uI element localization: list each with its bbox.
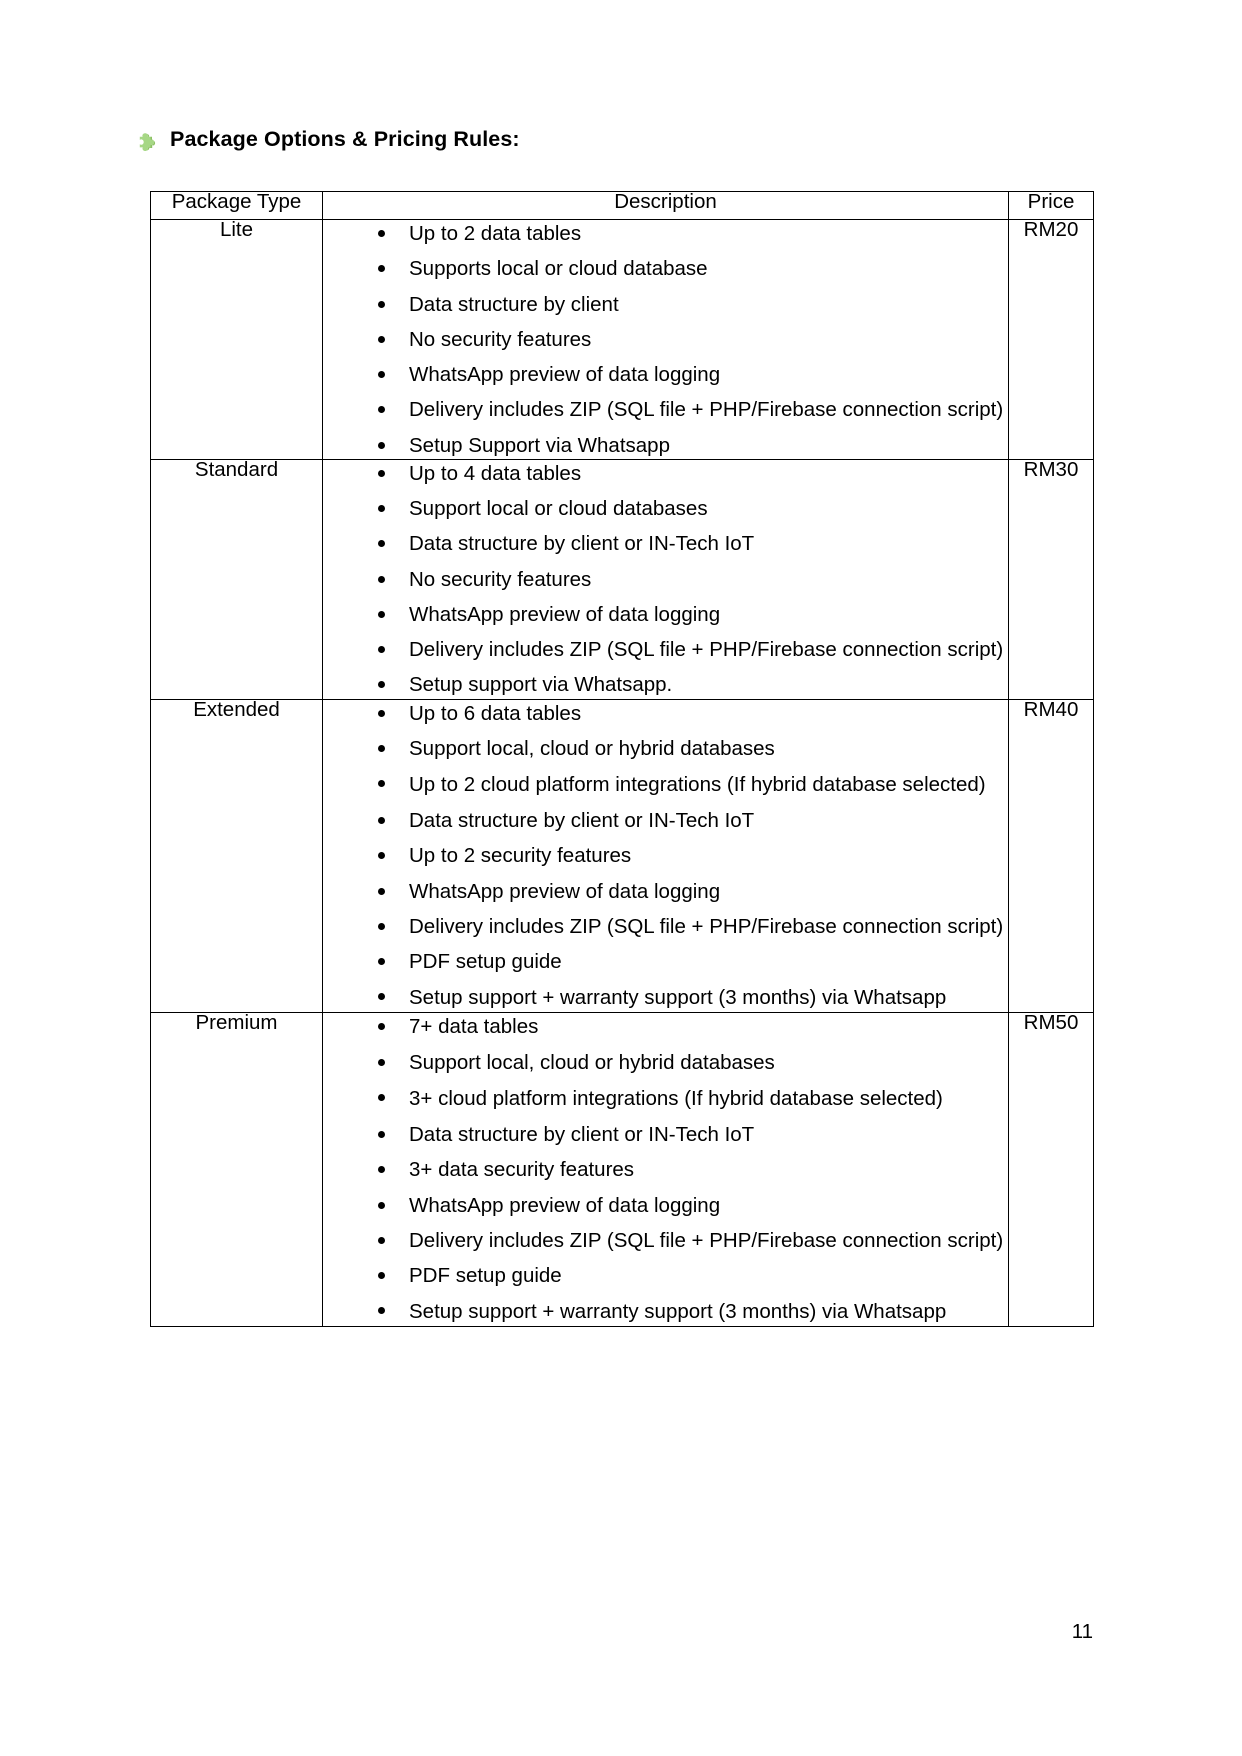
list-item: PDF setup guide: [375, 1262, 1008, 1289]
column-header-description: Description: [323, 192, 1009, 220]
list-item: 3+ cloud platform integrations (If hybrid database selected): [375, 1084, 1008, 1113]
list-item: WhatsApp preview of data logging: [375, 361, 1008, 388]
feature-list: [323, 220, 1008, 459]
section-heading-text: Package Options & Pricing Rules:: [170, 127, 520, 151]
list-item: Up to 6 data tables: [375, 700, 1008, 727]
package-type-cell: Lite: [151, 220, 323, 460]
list-item: Support local, cloud or hybrid databases: [375, 1049, 1008, 1076]
description-cell: [323, 459, 1009, 699]
list-item: PDF setup guide: [375, 948, 1008, 975]
price-cell: RM50: [1009, 1013, 1094, 1327]
list-item: WhatsApp preview of data logging: [375, 601, 1008, 628]
list-item: Data structure by client: [375, 291, 1008, 318]
table-header-row: [151, 192, 1094, 220]
feature-list: [323, 460, 1008, 699]
list-item: Setup support via Whatsapp.: [375, 671, 1008, 698]
feature-list: [323, 700, 1008, 1013]
section-heading: [136, 128, 520, 155]
list-item: WhatsApp preview of data logging: [375, 1192, 1008, 1219]
table-row: [151, 699, 1094, 1013]
list-item: Delivery includes ZIP (SQL file + PHP/Firebase connection script): [375, 636, 1008, 663]
list-item: Delivery includes ZIP (SQL file + PHP/Firebase connection script): [375, 1227, 1008, 1254]
package-type-cell: Standard: [151, 459, 323, 699]
package-type-cell: Extended: [151, 699, 323, 1013]
column-header-price: Price: [1009, 192, 1094, 220]
table-row: [151, 1013, 1094, 1327]
table-row: [151, 220, 1094, 460]
list-item: WhatsApp preview of data logging: [375, 878, 1008, 905]
page-number: 11: [1071, 1620, 1093, 1643]
description-cell: [323, 220, 1009, 460]
list-item: Support local, cloud or hybrid databases: [375, 735, 1008, 762]
package-type-cell: Premium: [151, 1013, 323, 1327]
list-item: Up to 4 data tables: [375, 460, 1008, 487]
table-body: [151, 220, 1094, 1327]
price-cell: RM40: [1009, 699, 1094, 1013]
list-item: Data structure by client or IN-Tech IoT: [375, 1121, 1008, 1148]
puzzle-piece-icon: [136, 131, 160, 155]
list-item: Setup Support via Whatsapp: [375, 432, 1008, 459]
table-header: [151, 192, 1094, 220]
list-item: Setup support + warranty support (3 months) via Whatsapp: [375, 1297, 1008, 1326]
list-item: No security features: [375, 326, 1008, 353]
list-item: Up to 2 data tables: [375, 220, 1008, 247]
list-item: Data structure by client or IN-Tech IoT: [375, 807, 1008, 834]
price-cell: RM20: [1009, 220, 1094, 460]
list-item: Delivery includes ZIP (SQL file + PHP/Firebase connection script): [375, 396, 1008, 423]
list-item: 3+ data security features: [375, 1156, 1008, 1183]
description-cell: [323, 699, 1009, 1013]
description-cell: [323, 1013, 1009, 1327]
column-header-package-type: Package Type: [151, 192, 323, 220]
list-item: Delivery includes ZIP (SQL file + PHP/Firebase connection script): [375, 913, 1008, 940]
list-item: Data structure by client or IN-Tech IoT: [375, 530, 1008, 557]
list-item: Setup support + warranty support (3 months) via Whatsapp: [375, 983, 1008, 1012]
list-item: Up to 2 security features: [375, 842, 1008, 869]
list-item: Support local or cloud databases: [375, 495, 1008, 522]
list-item: Supports local or cloud database: [375, 255, 1008, 282]
list-item: 7+ data tables: [375, 1013, 1008, 1040]
feature-list: [323, 1013, 1008, 1326]
pricing-table: [150, 191, 1094, 1327]
table-row: [151, 459, 1094, 699]
list-item: No security features: [375, 566, 1008, 593]
list-item: Up to 2 cloud platform integrations (If hybrid database selected): [375, 770, 1008, 799]
price-cell: RM30: [1009, 459, 1094, 699]
